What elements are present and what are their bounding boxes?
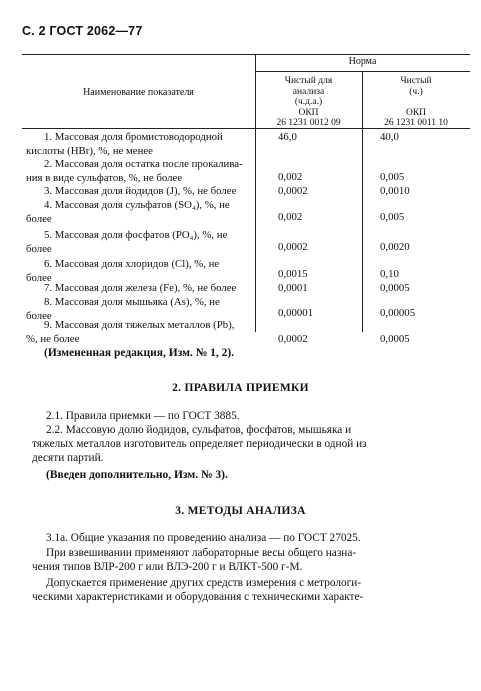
column-divider (255, 54, 256, 332)
amendment-note: (Измененная редакция, Изм. № 1, 2). (44, 347, 235, 359)
table-cell: 0,00001 (278, 307, 314, 319)
table-cell: 0,0005 (380, 282, 410, 294)
table-cell: 0,0001 (278, 282, 308, 294)
table-cell: 0,0002 (278, 333, 308, 345)
norma-header: Норма (348, 56, 377, 67)
table-row-label: 9. Массовая доля тяжелых металлов (Pb), %, не более (26, 319, 235, 345)
col-b-header-line: Чистый (400, 76, 432, 86)
table-row-label: 5. Массовая доля фосфатов (PO₄), %, не более (26, 229, 228, 255)
paragraph: Допускается применение других средств измерения с метрологи- ческими характеристиками и оборудования с техническими характе- (32, 577, 364, 604)
paragraph: 3.1а. Общие указания по проведению анализа — по ГОСТ 27025. (46, 532, 361, 544)
table-cell: 0,0002 (278, 241, 308, 253)
section-title: 2. ПРАВИЛА ПРИЕМКИ (172, 382, 309, 394)
table-top-rule (22, 54, 470, 55)
paragraph: 2.2. Массовую долю йодидов, сульфатов, фосфатов, мышьяка и тяжелых металлов изготовитель определяет периодически в одной из десяти партий. (32, 424, 367, 465)
col-name-header: Наименование показателя (83, 87, 194, 98)
paragraph: При взвешивании применяют лабораторные весы общего назна- чения типов ВЛР-200 г или ВЛЭ-200 г и ВЛКТ-500 г-М. (32, 547, 357, 574)
table-cell: 0,0020 (380, 241, 410, 253)
table-cell: 0,0005 (380, 333, 410, 345)
amendment-note: (Введен дополнительно, Изм. № 3). (46, 469, 228, 481)
table-cell: 0,0010 (380, 185, 410, 197)
table-row-label: 7. Массовая доля железа (Fe), %, не более (44, 282, 237, 294)
paragraph: 2.1. Правила приемки — по ГОСТ 3885. (46, 410, 240, 422)
column-divider (362, 71, 363, 332)
table-cell: 0,005 (380, 171, 405, 183)
table-cell: 0,10 (380, 268, 399, 280)
table-row-label: 8. Массовая доля мышьяка (As), %, не более (26, 296, 220, 322)
table-row-label: 4. Массовая доля сульфатов (SO₄), %, не более (26, 199, 230, 225)
table-cell: 46,0 (278, 131, 297, 143)
table-row-label: 3. Массовая доля йодидов (J), %, не более (44, 185, 237, 197)
table-cell: 0,0015 (278, 268, 308, 280)
table-cell: 0,00005 (380, 307, 416, 319)
col-b-header (362, 76, 470, 129)
table-cell: 40,0 (380, 131, 399, 143)
table-row-label: 1. Массовая доля бромистоводородной кислоты (HBr), %, не менее (26, 131, 223, 157)
table-row-label: 6. Массовая доля хлоридов (Cl), %, не более (26, 258, 220, 284)
col-b-header-line: (ч.) (409, 86, 423, 97)
col-a-header-line: (ч.д.а.) (294, 97, 323, 107)
section-title: 3. МЕТОДЫ АНАЛИЗА (175, 505, 306, 517)
table-row-label: 2. Массовая доля остатка после прокалива- ния в виде сульфатов, %, не более (26, 158, 243, 184)
col-a-header-line: Чистый для (284, 76, 333, 86)
col-a-header-line: анализа (292, 86, 325, 97)
col-b-header-line: 26 1231 0011 10 (384, 118, 448, 128)
col-a-header-line: 26 1231 0012 09 (276, 118, 341, 128)
col-a-header-line: ОКП (298, 107, 319, 118)
col-b-header-line: ОКП (405, 107, 427, 118)
col-b-header-spacer (362, 97, 470, 108)
table-cell: 0,005 (380, 211, 405, 223)
table-head-rule (22, 128, 470, 129)
page-header: С. 2 ГОСТ 2062—77 (22, 24, 143, 38)
table-cell: 0,0002 (278, 185, 308, 197)
col-a-header (255, 76, 362, 129)
table-cell: 0,002 (278, 171, 303, 183)
table-cell: 0,002 (278, 211, 303, 223)
